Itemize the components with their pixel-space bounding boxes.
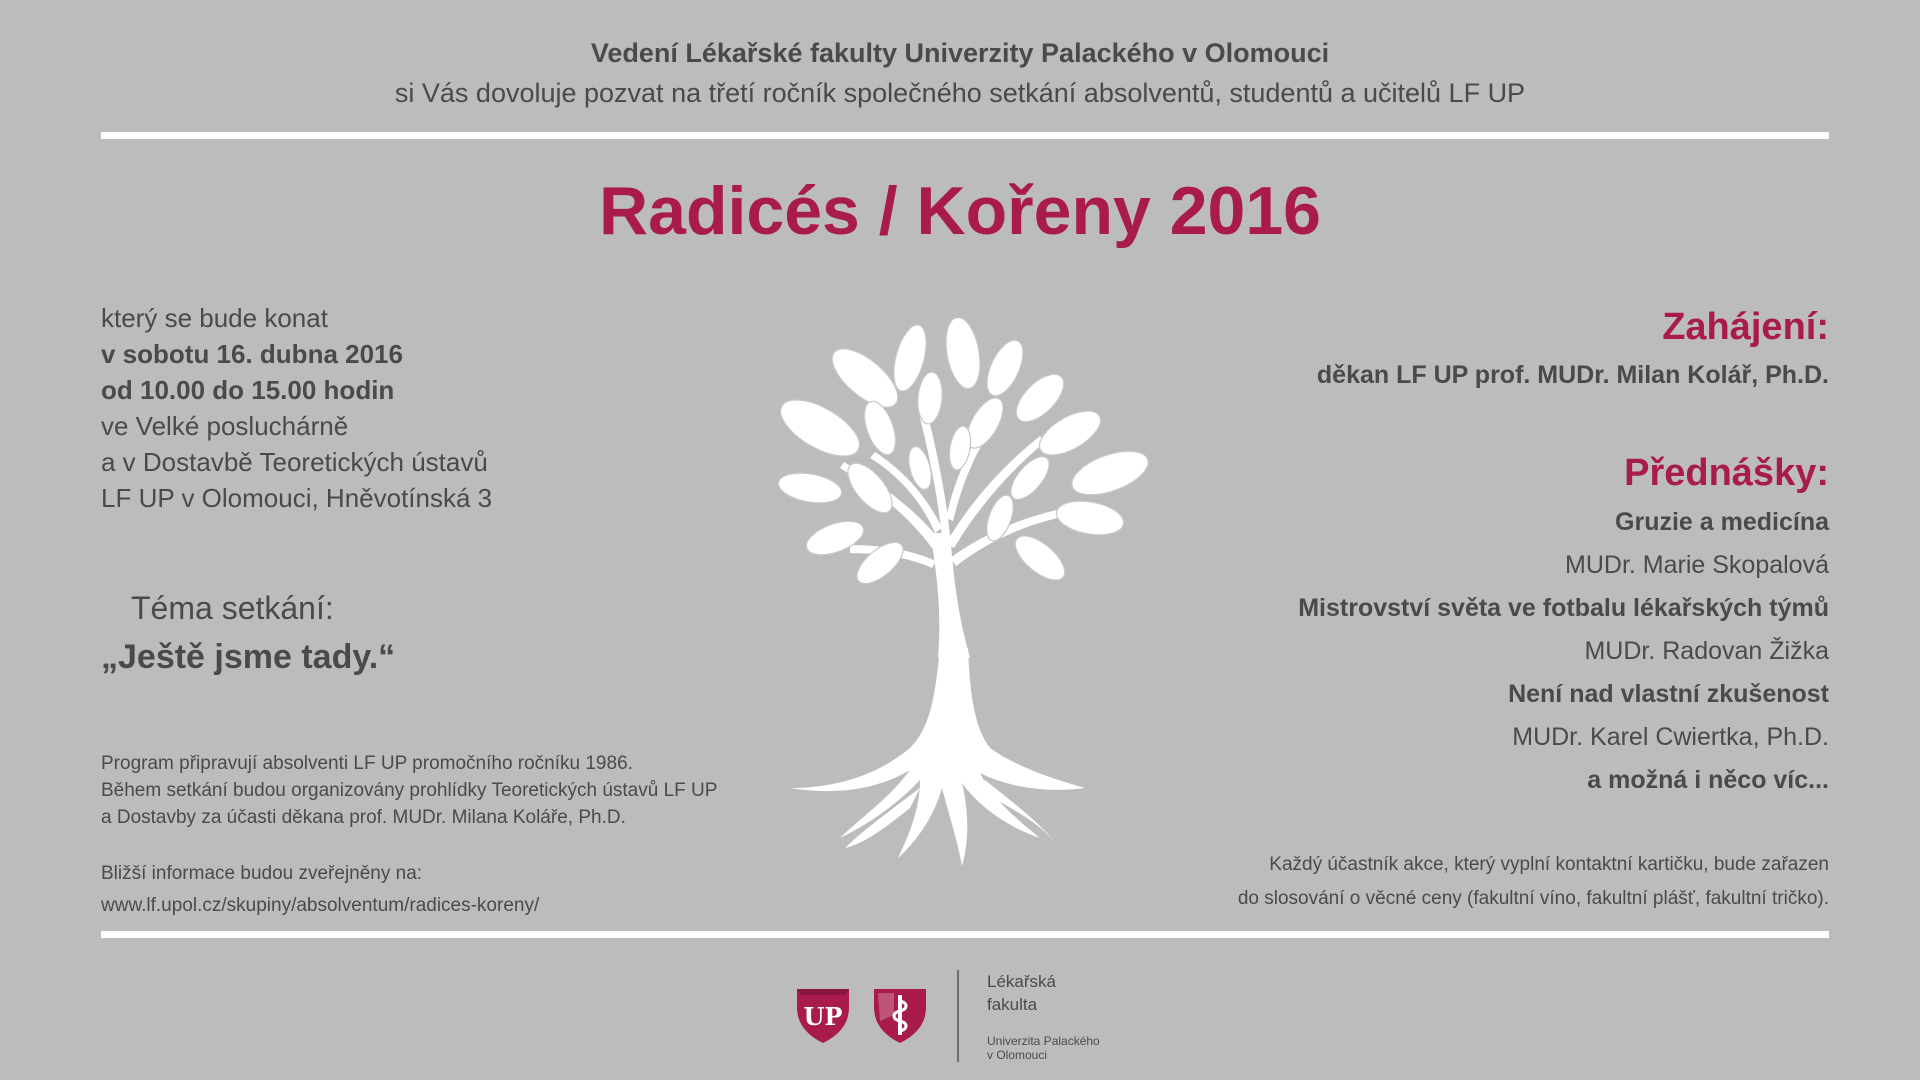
event-title: Radicés / Kořeny 2016 xyxy=(599,173,1321,249)
lecture-speaker: MUDr. Radovan Žižka xyxy=(1584,637,1829,665)
logo-divider xyxy=(957,970,959,1062)
opening-speaker: děkan LF UP prof. MUDr. Milan Kolář, Ph.D. xyxy=(1316,361,1829,389)
lecture-topic: Mistrovství světa ve fotbalu lékařských týmů xyxy=(1298,594,1829,622)
up-shield-icon xyxy=(793,985,853,1045)
program-line-2: Během setkání budou organizovány prohlídky Teoretických ústavů LF UP xyxy=(101,780,718,801)
lecture-speaker: MUDr. Karel Cwiertka, Ph.D. xyxy=(1512,723,1829,751)
lecture-topic: Gruzie a medicína xyxy=(1615,508,1829,536)
up-shield-letters: UP xyxy=(803,1002,843,1031)
faculty-line-2: fakulta xyxy=(987,995,1038,1014)
event-place-3: LF UP v Olomouci, Hněvotínská 3 xyxy=(101,483,493,513)
lectures-title: Přednášky: xyxy=(1624,452,1829,494)
theme-quote: „Ještě jsme tady.“ xyxy=(101,638,396,676)
program-line-1: Program připravují absolventi LF UP promočního ročníku 1986. xyxy=(101,753,633,774)
event-intro: který se bude konat xyxy=(101,303,328,333)
lecture-speaker: MUDr. Marie Skopalová xyxy=(1565,551,1829,579)
bottom-divider xyxy=(101,931,1829,938)
university-line-2: v Olomouci xyxy=(987,1048,1048,1062)
prize-line-1: Každý účastník akce, který vyplní kontaktní kartičku, bude zařazen xyxy=(1269,854,1829,875)
university-name xyxy=(987,1034,1100,1062)
medical-shield-icon xyxy=(870,985,930,1045)
program-note xyxy=(101,750,781,831)
header-invitation: si Vás dovoluje pozvat na třetí ročník společného setkání absolventů, studentů a učitelů LF UP xyxy=(394,78,1526,108)
program-line-3: a Dostavby za účasti děkana prof. MUDr. Milana Koláře, Ph.D. xyxy=(101,807,626,828)
event-date: v sobotu 16. dubna 2016 xyxy=(101,339,403,369)
event-details xyxy=(101,300,661,516)
opening-title: Zahájení: xyxy=(1662,306,1829,348)
top-divider xyxy=(101,132,1829,139)
info-url[interactable]: www.lf.upol.cz/skupiny/absolventum/radices-koreny/ xyxy=(101,895,540,916)
lectures-section xyxy=(929,452,1829,802)
lectures-closing: a možná i něco víc... xyxy=(1587,766,1829,794)
info-note xyxy=(101,858,781,922)
prize-line-2: do slosování o věcné ceny (fakultní víno, fakultní plášť, fakultní tričko). xyxy=(1237,888,1829,909)
lecture-topic: Není nad vlastní zkušenost xyxy=(1508,680,1829,708)
university-line-1: Univerzita Palackého xyxy=(987,1034,1100,1048)
theme-label: Téma setkání: xyxy=(131,590,334,626)
info-label: Bližší informace budou zveřejněny na: xyxy=(101,863,423,884)
opening-section xyxy=(929,306,1829,390)
event-place-2: a v Dostavbě Teoretických ústavů xyxy=(101,447,488,477)
faculty-line-1: Lékařská xyxy=(987,972,1056,991)
faculty-name xyxy=(987,970,1056,1016)
header-organizer: Vedení Lékařské fakulty Univerzity Palackého v Olomouci xyxy=(590,38,1330,68)
event-place-1: ve Velké posluchárně xyxy=(101,411,349,441)
prize-note xyxy=(929,848,1829,916)
event-time: od 10.00 do 15.00 hodin xyxy=(101,375,395,405)
